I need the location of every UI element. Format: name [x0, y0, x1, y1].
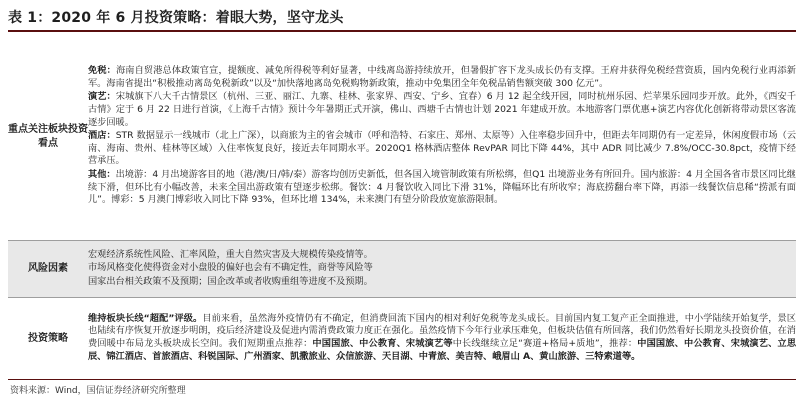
title-divider: [8, 30, 796, 32]
focus-text-performance: 宋城旗下八大千古情景区（杭州、三亚、丽江、九寨、桂林、张家界、西安、宁乡、宜春）6 月 12 起全线开园，同时杭州乐园、烂苹果乐园同步开放。此外，《西安千古情》定于 6 月 22 日进行首演，《上海千古情》预计今年暑期正式开演，佛山、西塘千古情也计划 2021 年建成开放。本地游客门票优惠+演艺内容优化创新将带动景区客流逐步回暖。: [88, 91, 797, 128]
category-focus: 重点关注板块投资看点: [8, 33, 88, 241]
category-risk: 风险因素: [8, 241, 88, 298]
table-row-strategy: [8, 298, 796, 380]
strategy-picks-long: 中国国旅、中公教育、宋城演艺、立思辰、锦江酒店、首旅酒店、科锐国际、广州酒家、凯撒旅业、众信旅游、天目湖、中青旅、美吉特、峨眉山 A、黄山旅游、三特索道等。: [88, 338, 797, 362]
focus-paragraph-duty-free: [88, 65, 796, 90]
strategy-rating-label: 维持板块长线“超配”评级。: [88, 312, 203, 324]
strategy-picks-short: 中国国旅、中公教育、宋城演艺等: [312, 338, 453, 349]
focus-text-duty-free: 海南自贸港总体政策官宣，提额度、减免所得税等利好显著，中线离岛游持续放开，但暑假扩容下龙头成长仍有支撑。王府井获得免税经营资质，国内免税行业再添新军。海南省提出“积极推动离岛免税新政”以及“加快落地离岛免税购物新政策，推动中免集团全年免税品销售额突破 300 亿元”。: [88, 65, 796, 89]
focus-paragraph-other: [88, 169, 796, 207]
strategy-paragraph: [88, 313, 796, 363]
focus-label-performance: 演艺：: [88, 91, 116, 103]
focus-text-hotel: STR 数据显示一线城市（北上广深），以商旅为主的省会城市（呼和浩特、石家庄、郑州、太原等）入住率稳步回升中，但距去年同期仍有一定差异，休闲度假市场（云南、海南、贵州、桂林等区域）入住率恢复良好，接近去年同期水平。2020Q1 格林酒店整体 RevPAR 同比下降 44%，其中 ADR 同比减少 7.8%/OCC-30.8pct，疫情下经营承压。: [88, 130, 797, 167]
focus-paragraph-performance: [88, 91, 796, 129]
focus-label-hotel: 酒店：: [88, 130, 116, 142]
focus-text-other: 出境游：4 月出境游客目的地（港/澳/日/韩/泰）游客均创历史新低，但各国入境管制政策有所松绑，但Q1 出境游业务有所回升。国内旅游：4 月全国各省市景区同比继续下滑，但环比有小幅改善，未来全国出游政策有望逐步松绑。餐饮：4 月餐饮收入同比下滑 31%，降幅环比有所收窄；海底捞翻台率下降，再添一线餐饮信息稀“捞派有面儿”。博彩：5 月澳门博彩收入同比下降 93%，但环比增 134%，未来澳门有望分阶段放宽旅游限制。: [88, 168, 796, 206]
strategy-content: [88, 298, 796, 380]
risk-line: 宏观经济系统性风险、汇率风险，重大自然灾害及大规模传染疫情等。: [88, 248, 373, 260]
bottom-divider: [8, 379, 796, 380]
table-row-focus: [8, 33, 796, 241]
focus-content: [88, 33, 796, 241]
strategy-table: [8, 33, 796, 379]
table-row-risk: [8, 241, 796, 298]
risk-content: [88, 241, 796, 298]
risk-line: 国家出台相关政策不及预期；国企改革或者收购重组等进度不及预期。: [88, 275, 373, 287]
risk-line: 市场风格变化使得资金对小盘股的偏好也会有不确定性，商誉等风险等: [88, 262, 373, 274]
focus-label-duty-free: 免税：: [88, 65, 116, 77]
focus-label-other: 其他：: [88, 168, 116, 180]
source-note: 资料来源：Wind，国信证券经济研究所整理: [10, 386, 186, 396]
strategy-text: 目前来看，虽然海外疫情仍有不确定，但消费回流下国内的相对利好免税等龙头成长。目前国内复工复产正全面推进，中小学陆续开始复学，景区也陆续有序恢复开放逐步明朗，疫后经济建设及促进内需消费政策力度正在强化。虽然疫情下今年行业承压难免，但板块估值有所回落，我们仍然看好长期龙头投资价值，在消费回暖中布局龙头板块成长空间。: [88, 312, 796, 349]
category-strategy: 投资策略: [8, 298, 88, 380]
strategy-picks-label-short: 我们短期重点推荐：: [228, 338, 313, 349]
strategy-picks-label-long: 中长线继续立足“赛道+格局+质地”，推荐：: [452, 338, 638, 349]
focus-paragraph-hotel: [88, 130, 796, 168]
table-title: 表 1：2020 年 6 月投资策略：着眼大势，坚守龙头: [8, 10, 344, 26]
